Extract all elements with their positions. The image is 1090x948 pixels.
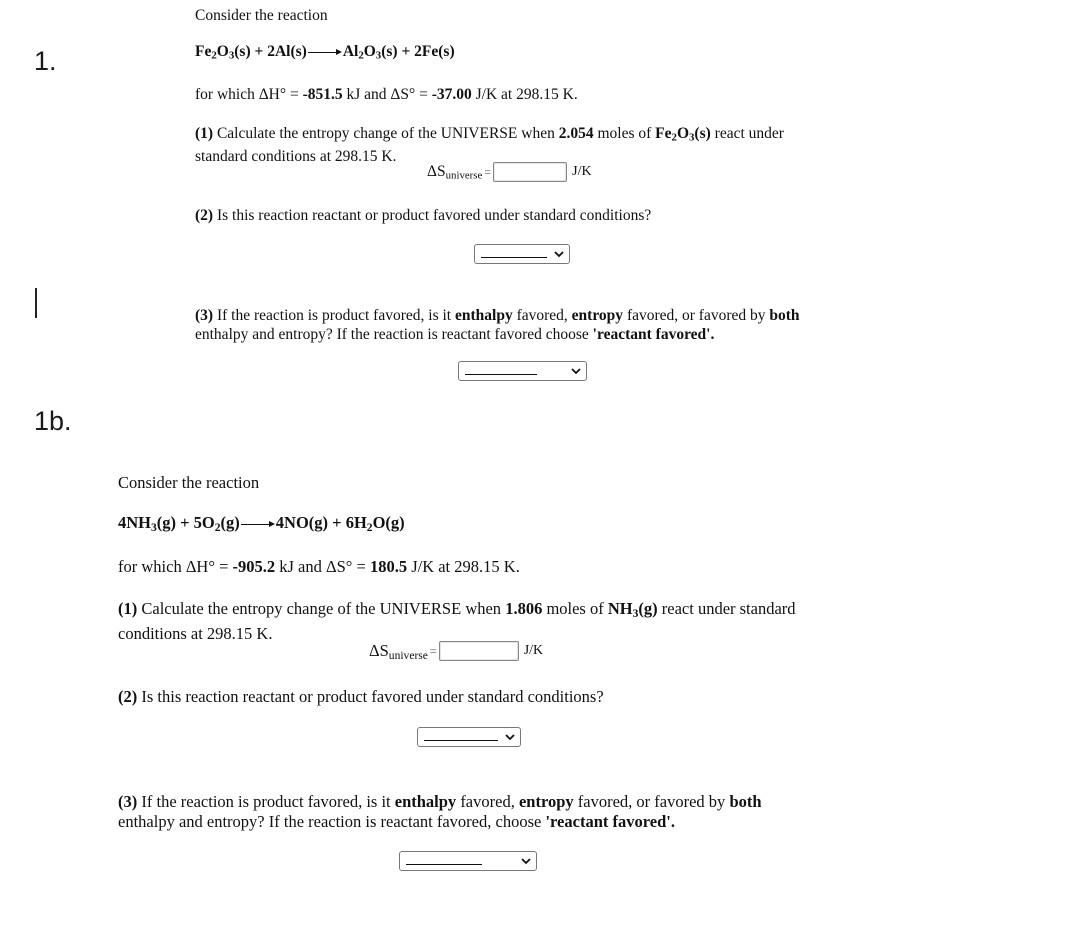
delta-s-universe-label: $\Delta S_{universe}$ [369,641,428,663]
moles-value: 1.806 [505,599,543,618]
problem-1b-part2-question: (2) Is this reaction reactant or product favored under standard conditions? [118,687,604,706]
delta-s-universe-label: $\Delta S_{universe}$ [427,163,483,182]
problem-1-part1-question: (1) Calculate the entropy change of the UNIVERSE when 2.054 moles of $Fe_2O_3(s)$ react under standard conditions at 298.15 K. [195,125,784,165]
problem-1b-part3-dropdown[interactable] [399,851,537,871]
problem-1-intro: Consider the reaction [195,7,328,24]
dh-value: -905.2 [232,557,276,576]
unit-label: J/K [523,643,544,659]
problem-1b-given: for which ΔH° = -905.2 kJ and ΔS° = 180.5 J/K at 298.15 K. [118,557,520,576]
chevron-down-icon [571,365,581,377]
reaction-arrow-icon [308,45,342,61]
question-number-1: 1. [34,46,57,76]
problem-1b-intro: Consider the reaction [118,473,260,492]
problem-1b-part2-dropdown[interactable] [417,727,521,747]
question-number-1b: 1b. [34,406,72,436]
moles-value: 2.054 [558,125,594,142]
dh-value: -851.5 [302,86,343,103]
problem-1-given: for which ΔH° = -851.5 kJ and ΔS° = -37.00 J/K at 298.15 K. [195,86,578,103]
problem-1-equation: $Fe_2O_3(s) + 2Al(s) Al_2O_3(s) + 2Fe(s)$ [195,43,455,62]
chevron-down-icon [521,855,531,867]
problem-1b-part1-answer: $\Delta S_{universe} = J/K$ [369,641,544,663]
delta-s-universe-input[interactable] [439,641,519,661]
problem-1-part3-question: (3) If the reaction is product favored, is it enthalpy favored, entropy favored, or favored by both enthalpy and entropy? If the reaction is reactant favored choose 'reactant favored'. [195,307,800,343]
problem-1b-part3-question: (3) If the reaction is product favored, is it enthalpy favored, entropy favored, or favored by both enthalpy and entropy? If the reaction is reactant favored, choose 'reactant favored'. [118,792,762,831]
chevron-down-icon [554,248,564,260]
problem-1-part3-dropdown[interactable] [458,361,587,381]
problem-1b-equation: $4NH_3(g) + 5O_2(g) 4NO(g) + 6H_2O(g)$ [118,513,405,534]
problem-1-part1-answer: $\Delta S_{universe} = J/K$ [427,163,592,182]
unit-label: J/K [572,164,592,179]
problem-1-part2-question: (2) Is this reaction reactant or product favored under standard conditions? [195,207,652,224]
ds-value: 180.5 [369,557,408,576]
delta-s-universe-input[interactable] [493,162,567,182]
problem-1b-part1-question: (1) Calculate the entropy change of the UNIVERSE when 1.806 moles of $NH_3(g)$ react under standard conditions at 298.15 K. [118,599,796,643]
text-cursor [35,288,37,318]
reaction-arrow-icon [241,516,275,533]
chevron-down-icon [505,731,515,743]
problem-1-part2-dropdown[interactable] [474,244,570,264]
ds-value: -37.00 [431,86,472,103]
